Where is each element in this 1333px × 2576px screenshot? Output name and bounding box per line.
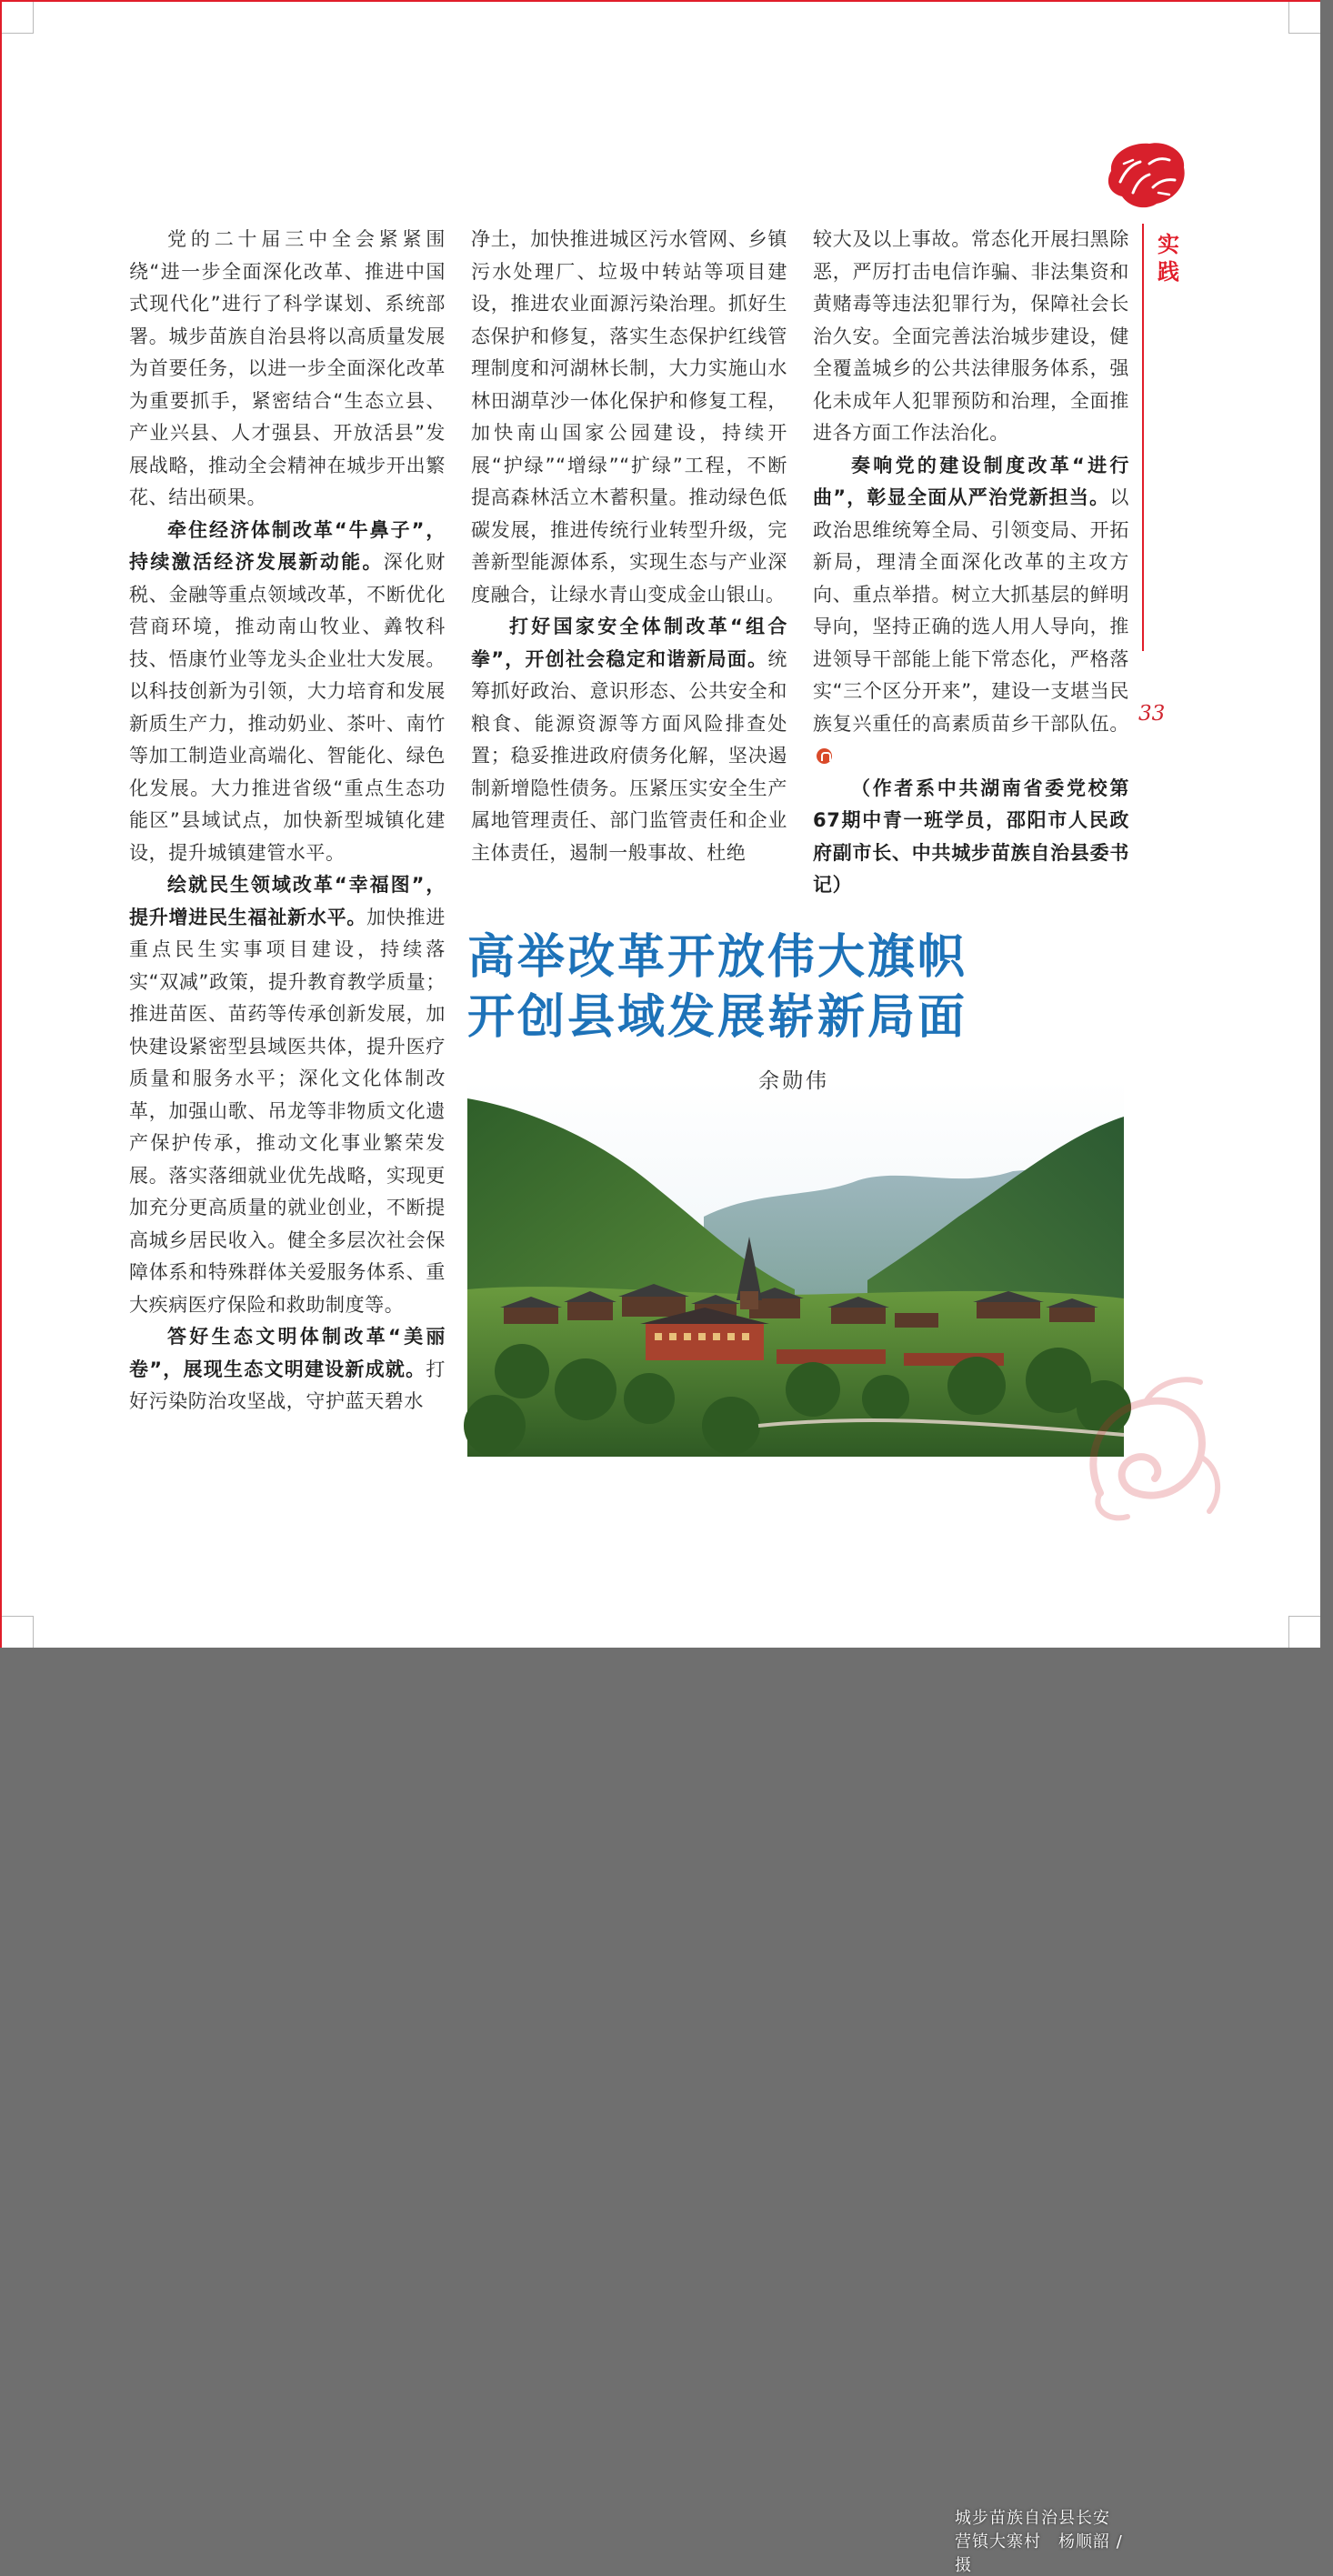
crop-mark-top-right xyxy=(1288,2,1320,34)
text-column-1 xyxy=(129,224,446,1418)
paragraph xyxy=(129,515,446,870)
crop-mark-top-left xyxy=(2,2,34,34)
paragraph xyxy=(813,224,1129,450)
paragraph xyxy=(129,869,446,1321)
paragraph-text: 较大及以上事故。常态化开展扫黑除恶，严厉打击电信诈骗、非法集资和黄赌毒等违法犯罪行为，保障社会长治久安。全面完善法治城步建设，健全覆盖城乡的公共法律服务体系，强化未成年人犯罪预防和治理，全面推进各方面工作法治化。 xyxy=(813,228,1129,444)
paragraph-text: 打好污染防治攻坚战，守护蓝天碧水 xyxy=(129,1358,446,1412)
paragraph-lead: 奏响党的建设制度改革“进行曲”，彰显全面从严治党新担当。 xyxy=(813,454,1129,508)
paragraph xyxy=(129,1321,446,1418)
paragraph-lead: 绘就民生领域改革“幸福图”，提升增进民生福祉新水平。 xyxy=(129,874,446,928)
magazine-logo-icon xyxy=(1102,136,1189,213)
paragraph-text: 以政治思维统筹全局、引领变局、开拓新局，理清全面深化改革的主攻方向、重点举措。树立大抓基层的鲜明导向，坚持正确的选人用人导向，推进领导干部能上能下常态化，严格落实“三个区分开来”，建设一支堪当民族复兴重任的高素质苗乡干部队伍。 xyxy=(813,486,1129,735)
author-byline: 余勋伟 xyxy=(758,1069,829,1093)
paragraph-text: 统筹抓好政治、意识形态、公共安全和粮食、能源资源等方面风险排查处置；稳妥推进政府债务化解，坚决遏制新增隐性债务。压紧压实安全生产属地管理责任、部门监管责任和企业主体责任，遏制一般事故、杜绝 xyxy=(471,647,787,864)
photo-caption: 城步苗族自治县长安营镇大寨村 杨顺韶 / 摄 xyxy=(955,2509,1123,2575)
paragraph xyxy=(471,224,787,611)
title-line-1: 高举改革开放伟大旗帜 xyxy=(467,929,968,985)
crop-mark-bottom-left xyxy=(2,1616,34,1648)
paragraph-lead: 打好国家安全体制改革“组合拳”，开创社会稳定和谐新局面。 xyxy=(471,616,787,670)
text-column-2 xyxy=(471,224,787,869)
paragraph xyxy=(813,450,1129,773)
end-mark-icon xyxy=(817,748,832,764)
paragraph-text: 加快推进重点民生实事项目建设，持续落实“双减”政策，提升教育教学质量；推进苗医、苗药等传承创新发展，加快建设紧密型县域医共体，提升医疗质量和服务水平；深化文化体制改革，加强山歌、吊龙等非物质文化遗产保护传承，推动文化事业繁荣发展。落实落细就业优先战略，实现更加充分更高质量的就业创业，不断提高城乡居民收入。健全多层次社会保障体系和特殊群体关爱服务体系、重大疾病医疗保险和救助制度等。 xyxy=(129,906,446,1316)
crop-mark-bottom-right xyxy=(1288,1616,1320,1648)
page-number: 33 xyxy=(1138,702,1166,726)
title-line-2: 开创县域发展崭新局面 xyxy=(467,989,968,1045)
author-note xyxy=(813,773,1129,902)
village-photo xyxy=(467,1080,1124,2575)
paragraph-text: 党的二十届三中全会紧紧围绕“进一步全面深化改革、推进中国式现代化”进行了科学谋划、系统部署。城步苗族自治县将以高质量发展为首要任务，以进一步全面深化改革为重要抓手，紧密结合“生态立县、产业兴县、人才强县、开放活县”发展战略，推动全会精神在城步开出繁花、结出硕果。 xyxy=(129,228,446,508)
section-divider-bar xyxy=(1142,224,1144,651)
author-note-text: （作者系中共湖南省委党校第67期中青一班学员，邵阳市人民政府副市长、中共城步苗族自治县委书记） xyxy=(813,777,1129,896)
article-title xyxy=(467,927,1122,1047)
paragraph-lead: 牵住经济体制改革“牛鼻子”，持续激活经济发展新动能。 xyxy=(129,518,446,573)
text-column-3 xyxy=(813,224,1129,902)
paragraph xyxy=(129,224,446,515)
paragraph-text: 净土，加快推进城区污水管网、乡镇污水处理厂、垃圾中转站等项目建设，推进农业面源污染治理。抓好生态保护和修复，落实生态保护红线管理制度和河湖林长制，大力实施山水林田湖草沙一体化保护和修复工程，加快南山国家公园建设，持续开展“护绿”“增绿”“扩绿”工程，不断提高森林活立木蓄积量。推动绿色低碳发展，推进传统行业转型升级，完善新型能源体系，实现生态与产业深度融合，让绿水青山变成金山银山。 xyxy=(471,228,787,606)
phoenix-watermark-icon xyxy=(1064,1357,1237,1529)
paragraph xyxy=(471,611,787,869)
section-label: 实践 xyxy=(1158,232,1179,285)
paragraph-lead: 答好生态文明体制改革“美丽卷”，展现生态文明建设新成就。 xyxy=(129,1326,446,1380)
paragraph-text: 深化财税、金融等重点领域改革，不断优化营商环境，推动南山牧业、羴牧科技、悟康竹业等龙头企业壮大发展。以科技创新为引领，大力培育和发展新质生产力，推动奶业、茶叶、南竹等加工制造业高端化、智能化、绿色化发展。大力推进省级“重点生态功能区”县域试点，加快新型城镇化建设，提升城镇建管水平。 xyxy=(129,551,446,864)
